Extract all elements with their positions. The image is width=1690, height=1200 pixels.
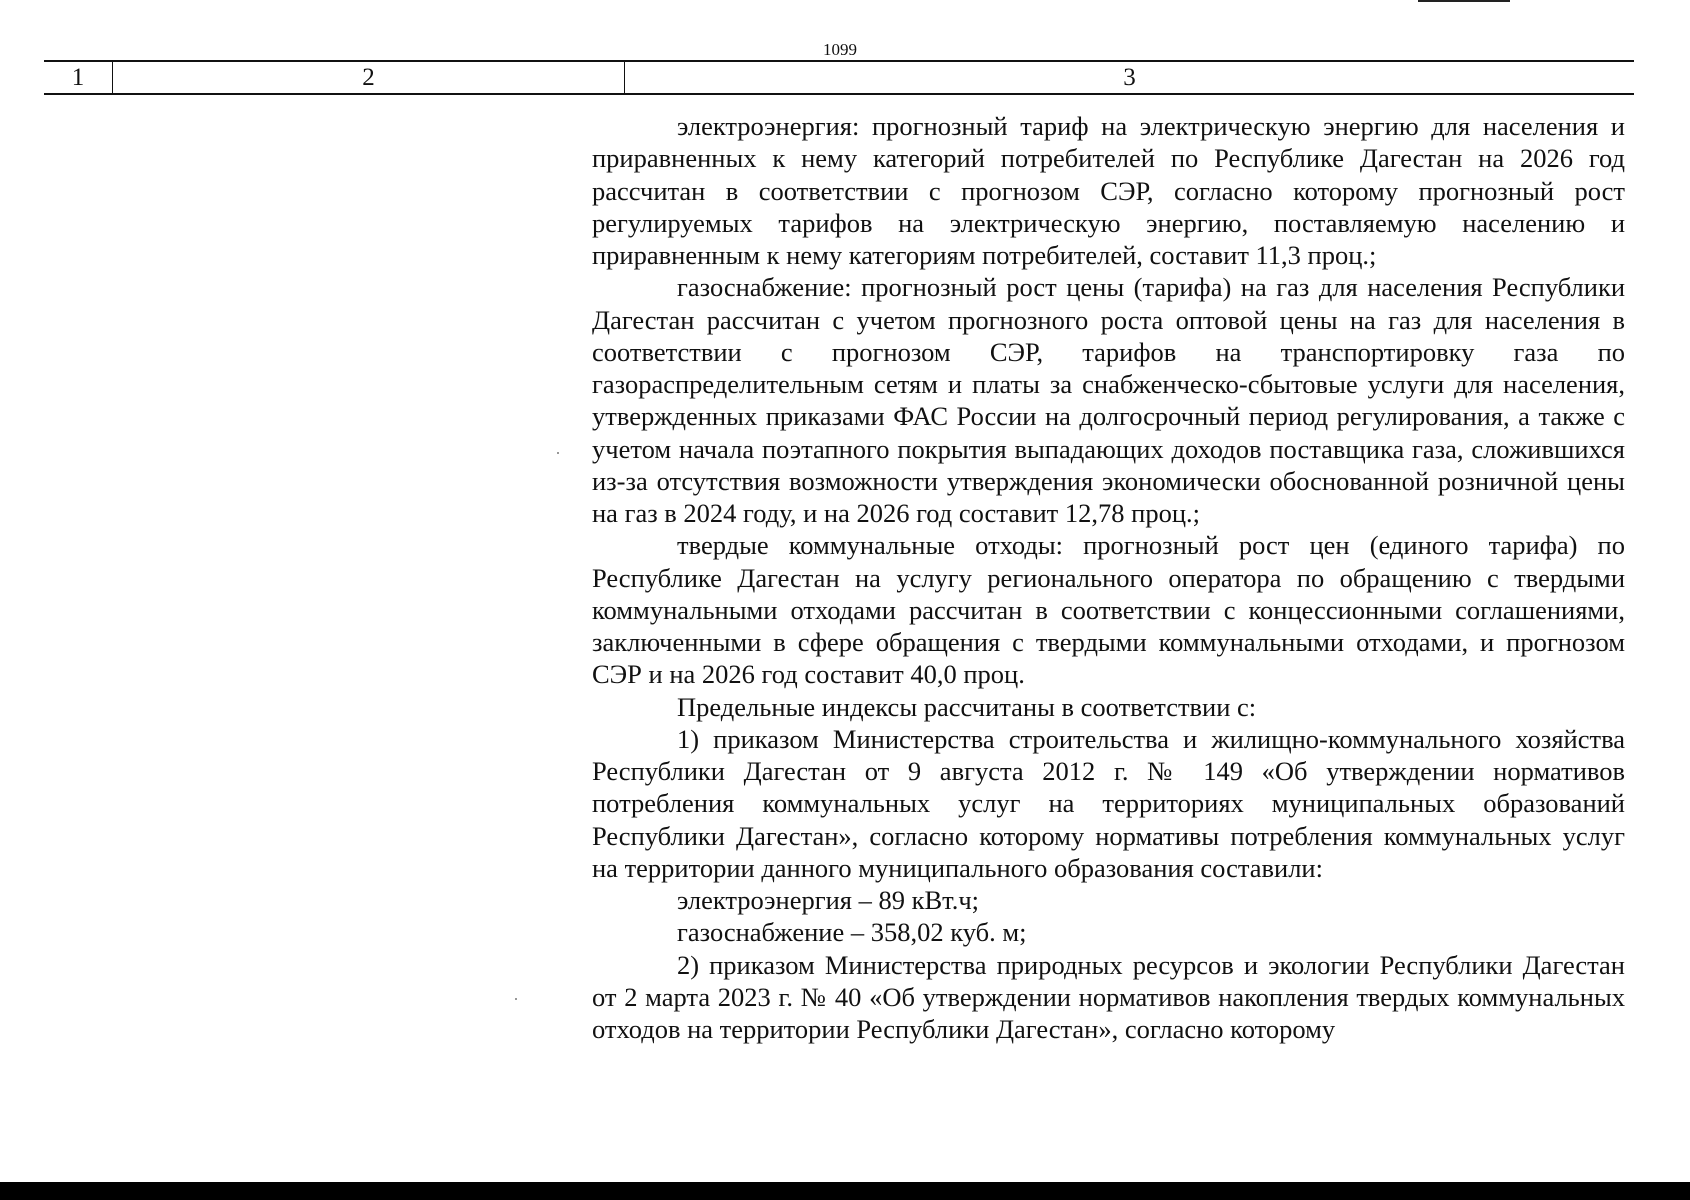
paragraph-norm-gas: газоснабжение – 358,02 куб. м;	[677, 917, 1027, 948]
document-body	[592, 110, 1625, 1045]
page-number: 1099	[823, 40, 857, 59]
scan-edge-mark	[1418, 0, 1510, 2]
scan-speck	[557, 452, 559, 454]
column-header-3: 3	[1123, 64, 1136, 91]
paragraph-order-2: 2) приказом Министерства природных ресурсов и экологии Республики Дагестан от 2 марта 2023 г. № 40 «Об утверждении нормативов накопления твердых коммунальных отходов на территории Республики Дагестан», согласно которому	[592, 949, 1625, 1044]
column-header-1: 1	[44, 62, 113, 93]
paragraph-electricity: электроэнергия: прогнозный тариф на электрическую энергию для населения и приравненных к нему категорий потребителей по Республике Дагестан на 2026 год рассчитан в соответствии с прогнозом СЭР, согласно которому прогнозный рост регулируемых тарифов на электрическую энергию, поставляемую населению и приравненным к нему категориям потребителей, составит 11,3 проц.;	[592, 111, 1625, 270]
paragraph-norm-electricity: электроэнергия – 89 кВт.ч;	[677, 885, 980, 915]
paragraph-order-1: 1) приказом Министерства строительства и жилищно-коммунального хозяйства Республики Дагестан от 9 августа 2012 г. № 149 «Об утверждении нормативов потребления коммунальных услуг на территориях муниципальных образований Республики Дагестан», согласно которому нормативы потребления коммунальных услуг на территории данного муниципального образования составили:	[592, 723, 1625, 883]
column-header-table	[44, 60, 1634, 95]
scan-bottom-border	[0, 1182, 1690, 1200]
paragraph-gas-supply: газоснабжение: прогнозный рост цены (тарифа) на газ для населения Республики Дагестан рассчитан с учетом прогнозного роста оптовой цены на газ для населения в соответствии с прогнозом СЭР, тарифов на транспортировку газа по газораспределительным сетям и платы за снабженческо-сбытовые услуги для населения, утвержденных приказами ФАС России на долгосрочный период регулирования, а также с учетом начала поэтапного покрытия выпадающих доходов поставщика газа, сложившихся из-за отсутствия возможности утверждения экономически обоснованной розничной цены на газ в 2024 году, и на 2026 год составит 12,78 проц.;	[592, 272, 1625, 528]
paragraph-solid-waste: твердые коммунальные отходы: прогнозный рост цен (единого тарифа) по Республике Дагестан на услугу регионального оператора по обращению с твердыми коммунальными отходами рассчитан в соответствии с концессионными соглашениями, заключенными в сфере обращения с твердыми коммунальными отходами, и прогнозом СЭР и на 2026 год составит 40,0 проц.	[592, 530, 1625, 690]
column-header-2: 2	[113, 62, 625, 93]
scan-speck	[515, 998, 517, 1000]
paragraph-indices-intro: Предельные индексы рассчитаны в соответствии с:	[677, 691, 1257, 722]
